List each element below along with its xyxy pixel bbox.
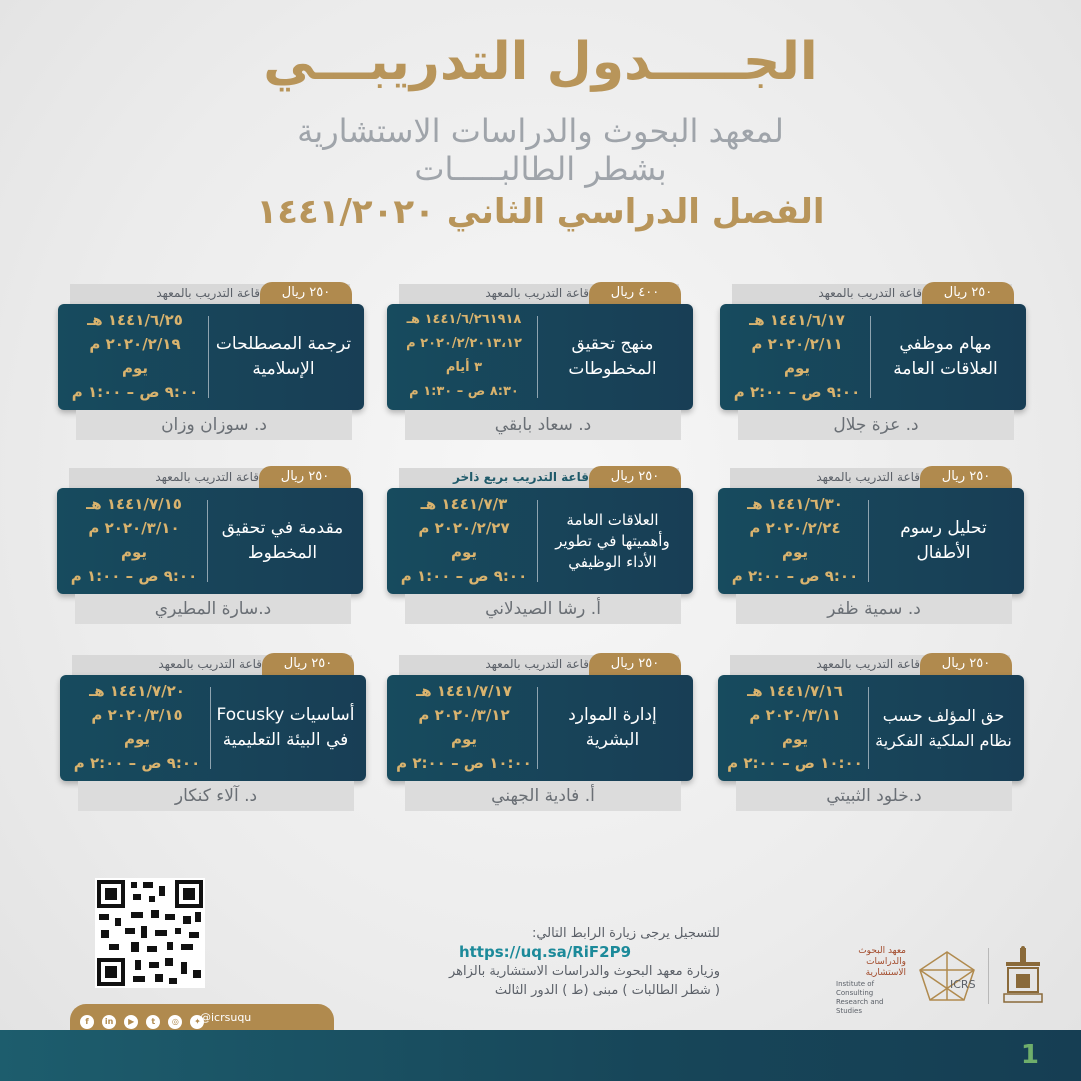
- divider: [208, 316, 209, 398]
- duration: يوم: [450, 543, 478, 561]
- course-card: [57, 468, 363, 628]
- venue-label: قاعة التدريب بالمعهد: [818, 286, 922, 300]
- duration: يوم: [121, 359, 149, 377]
- duration: يوم: [123, 730, 151, 748]
- hijri-date: ١٤٤١/٧/٣ هـ: [420, 495, 508, 513]
- youtube-icon[interactable]: ▶: [124, 1015, 138, 1029]
- qr-code[interactable]: [95, 878, 205, 988]
- institute-name-en: Institute of Consulting Research and Studies: [836, 980, 884, 1015]
- duration: يوم: [781, 730, 809, 748]
- instructor-name: د. سمية ظفر: [827, 599, 921, 619]
- social-icons: [80, 1011, 207, 1030]
- venue-label: قاعة التدريب بالمعهد: [816, 657, 920, 671]
- venue-label: قاعة التدريب بالمعهد: [485, 286, 589, 300]
- course-card: [60, 655, 366, 815]
- course-title: حق المؤلف حسب نظام الملكية الفكرية: [875, 706, 1012, 750]
- price-badge: ٢٥٠ ريال: [259, 466, 351, 488]
- instructor-bar: [405, 410, 681, 440]
- course-card: [718, 655, 1024, 815]
- course-dates: [724, 679, 866, 775]
- instructor-name: د. عزة جلال: [833, 415, 919, 435]
- price-badge: ٢٥٠ ريال: [262, 653, 354, 675]
- instructor-bar: [76, 410, 352, 440]
- instagram-icon[interactable]: ◎: [168, 1015, 182, 1029]
- instructor-name: د.سارة المطيري: [154, 599, 272, 619]
- instructor-bar: [736, 594, 1012, 624]
- semester-title: الفصل الدراسي الثاني ١٤٤١/٢٠٢٠: [256, 192, 825, 232]
- duration: يوم: [450, 730, 478, 748]
- gregorian-date: ٢٠٢٠/٣/١٠ م: [88, 519, 180, 537]
- course-title: العلاقات العامة وأهميتها في تطوير الأداء الوظيفي: [555, 510, 670, 571]
- instructor-name: أ. فادية الجهني: [491, 786, 595, 806]
- instructor-name: د. سوزان وزان: [161, 415, 267, 435]
- social-handle[interactable]: @icrsuqu: [200, 1011, 252, 1024]
- course-dates: [63, 492, 205, 588]
- instructor-bar: [405, 781, 681, 811]
- price-badge: ٢٥٠ ريال: [922, 282, 1014, 304]
- divider: [537, 500, 538, 582]
- instructor-bar: [736, 781, 1012, 811]
- course-panel: [387, 304, 693, 410]
- gregorian-date: ٢٠٢٠/٢/١٩ م: [89, 335, 181, 353]
- course-title: منهج تحقيق المخطوطات: [568, 334, 657, 379]
- course-card: [58, 284, 364, 444]
- duration: ٣ أيام: [445, 360, 483, 375]
- course-dates: [724, 492, 866, 588]
- course-dates: [66, 679, 208, 775]
- page-number: 1: [1020, 1040, 1039, 1070]
- registration-intro: للتسجيل يرجى زيارة الرابط التالي:: [531, 926, 720, 941]
- divider: [207, 500, 208, 582]
- course-dates: [393, 679, 535, 775]
- snapchat-icon[interactable]: ✦: [190, 1015, 204, 1029]
- duration: يوم: [783, 359, 811, 377]
- instructor-name: أ. رشا الصيدلاني: [485, 599, 601, 619]
- course-dates: [726, 308, 868, 404]
- logo-divider: [988, 948, 989, 1004]
- building-text: ( شطر الطالبات ) مبنى (ط ) الدور الثالث: [494, 983, 720, 998]
- hijri-date: ١٤٤١/٦/١٧ هـ: [749, 311, 845, 329]
- course-panel: [718, 488, 1024, 594]
- hijri-date: ١٤٤١/٦/٣٠ هـ: [747, 495, 843, 513]
- gregorian-date: ٢٠٢٠/٣/١١ م: [749, 706, 841, 724]
- instructor-bar: [738, 410, 1014, 440]
- course-panel: [60, 675, 366, 781]
- venue-label: قاعة التدريب بالمعهد: [155, 470, 259, 484]
- instructor-bar: [405, 594, 681, 624]
- duration: يوم: [781, 543, 809, 561]
- course-title: ترجمة المصطلحات الإسلامية: [215, 334, 352, 379]
- course-title: تحليل رسوم الأطفال: [900, 518, 987, 563]
- footer-bar: [0, 1030, 1081, 1081]
- hijri-date: ١٤٤١/٧/١٧ هـ: [416, 682, 512, 700]
- venue-label: قاعة التدريب بالمعهد: [156, 286, 260, 300]
- linkedin-icon[interactable]: in: [102, 1015, 116, 1029]
- instructor-bar: [78, 781, 354, 811]
- divider: [868, 687, 869, 769]
- hijri-date: ١٤٤١/٧/١٥ هـ: [86, 495, 182, 513]
- course-title: مهام موظفي العلاقات العامة: [893, 334, 998, 379]
- course-panel: [720, 304, 1026, 410]
- gregorian-date: ٢٠٢٠/٣/١٥ م: [91, 706, 183, 724]
- course-card: [387, 655, 693, 815]
- time-range: ٩:٠٠ ص – ٢:٠٠ م: [731, 567, 859, 585]
- registration-info: [370, 924, 720, 1000]
- icrs-logo-icon: [914, 948, 980, 1006]
- time-range: ٩:٠٠ ص – ١:٠٠ م: [71, 383, 199, 401]
- course-dates: [393, 492, 535, 588]
- course-panel: [718, 675, 1024, 781]
- registration-link[interactable]: https://uq.sa/RiF2P9: [458, 943, 632, 961]
- divider: [868, 500, 869, 582]
- divider: [537, 687, 538, 769]
- course-card: [718, 468, 1024, 628]
- time-range: ١٠:٠٠ ص – ٢:٠٠ م: [396, 754, 532, 772]
- gregorian-date: ٢٠٢٠/٣/١٢ م: [418, 706, 510, 724]
- course-dates: [64, 308, 206, 404]
- qr-code-icon: [95, 878, 205, 988]
- icrs-acronym: ICRS: [950, 978, 976, 991]
- course-panel: [387, 675, 693, 781]
- instructor-name: د. آلاء كنكار: [174, 786, 258, 806]
- time-range: ٩:٠٠ ص – ٢:٠٠ م: [733, 383, 861, 401]
- course-card: [720, 284, 1026, 444]
- time-range: ٩:٠٠ ص – ٢:٠٠ م: [73, 754, 201, 772]
- instructor-name: د. سعاد بابقي: [494, 415, 592, 435]
- divider: [537, 316, 538, 398]
- instructor-name: د.خلود الثبيتي: [826, 786, 922, 806]
- university-emblem-icon: [1000, 946, 1046, 1008]
- visit-text: وزيارة معهد البحوث والدراسات الاستشارية بالزاهر: [448, 964, 720, 979]
- institute-name-ar: معهد البحوث والدراسات الاستشارية: [858, 946, 906, 978]
- time-range: ١٠:٠٠ ص – ٢:٠٠ م: [727, 754, 863, 772]
- course-panel: [57, 488, 363, 594]
- price-badge: ٢٥٠ ريال: [589, 653, 681, 675]
- page-title: الجـــــدول التدريبـــي: [263, 32, 818, 92]
- institute-subtitle: لمعهد البحوث والدراسات الاستشارية: [297, 112, 784, 150]
- time-range: ٩:٠٠ ص – ١:٠٠ م: [400, 567, 528, 585]
- facebook-icon[interactable]: f: [80, 1015, 94, 1029]
- course-panel: [387, 488, 693, 594]
- gregorian-date: ٢٠٢٠/٢/١١ م: [751, 335, 843, 353]
- hijri-date: ١٤٤١/٧/٢٠ هـ: [89, 682, 185, 700]
- institute-logos: [836, 946, 1046, 1016]
- venue-label: قاعة التدريب بريع ذاخر: [453, 470, 589, 484]
- section-subtitle: بشطر الطالبـــــات: [414, 150, 667, 188]
- price-badge: ٢٥٠ ريال: [920, 466, 1012, 488]
- course-panel: [58, 304, 364, 410]
- hijri-date: ١٤٤١/٦/٢٥ هـ: [87, 311, 183, 329]
- price-badge: ٤٠٠ ريال: [589, 282, 681, 304]
- hijri-date: ١٤٤١/٦/٢٦١٩١٨ هـ: [406, 312, 522, 327]
- price-badge: ٢٥٠ ريال: [920, 653, 1012, 675]
- course-card: [387, 468, 693, 628]
- price-badge: ٢٥٠ ريال: [260, 282, 352, 304]
- divider: [210, 687, 211, 769]
- venue-label: قاعة التدريب بالمعهد: [816, 470, 920, 484]
- course-title: مقدمة في تحقيق المخطوط: [221, 518, 344, 563]
- divider: [870, 316, 871, 398]
- gregorian-date: ٢٠٢٠/٢/٢٤ م: [749, 519, 841, 537]
- price-badge: ٢٥٠ ريال: [589, 466, 681, 488]
- duration: يوم: [120, 543, 148, 561]
- venue-label: قاعة التدريب بالمعهد: [158, 657, 262, 671]
- twitter-icon[interactable]: t: [146, 1015, 160, 1029]
- time-range: ٩:٠٠ ص – ١:٠٠ م: [70, 567, 198, 585]
- gregorian-date: ٢٠٢٠/٢/٢٠١٣،١٢ م: [406, 336, 522, 351]
- time-range: ٨:٣٠ ص – ١:٣٠ م: [409, 384, 519, 399]
- gregorian-date: ٢٠٢٠/٢/٢٧ م: [418, 519, 510, 537]
- instructor-bar: [75, 594, 351, 624]
- course-title: أساسيات Focusky في البيئة التعليمية: [216, 705, 355, 750]
- hijri-date: ١٤٤١/٧/١٦ هـ: [747, 682, 843, 700]
- course-card: [387, 284, 693, 444]
- venue-label: قاعة التدريب بالمعهد: [485, 657, 589, 671]
- course-title: إدارة الموارد البشرية: [568, 705, 657, 750]
- course-dates: [393, 308, 535, 404]
